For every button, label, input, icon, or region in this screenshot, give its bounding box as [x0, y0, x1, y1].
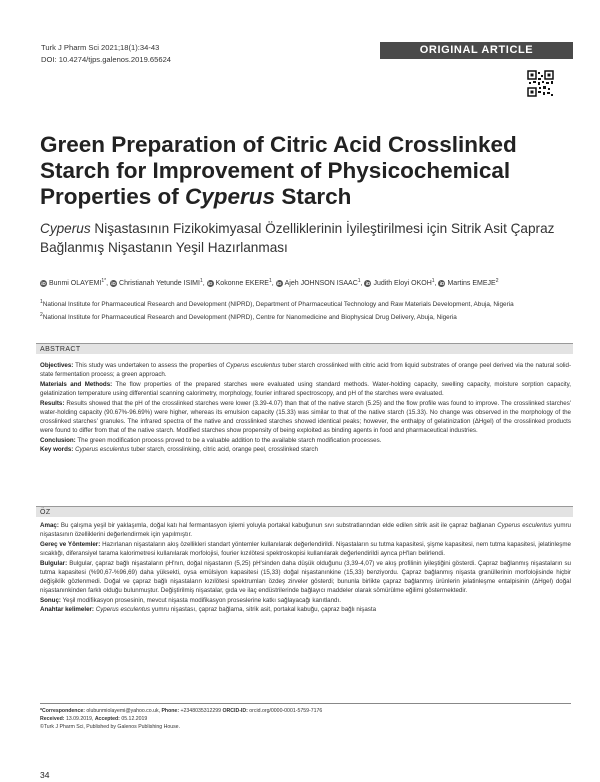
oz-gerec: Gereç ve Yöntemler: Hazırlanan nişastaların akış özellikleri standart yöntemler kullanılarak değerlendirildi. Nişastaların su tutma kapasitesi, şişme kapasitesi, nem tutma kapasitesi, jelatinleşme sıcaklığı, diferansiyel tarama kalorimetresi kullanılarak morfolojisi, fourier kızılötesi spektroskopisi kullanılarak değerlendirildi ayrıca pH'ları belirlendi.: [40, 540, 571, 557]
orcid-link[interactable]: orcid.org/0000-0001-5759-7176: [247, 708, 323, 714]
abstract-methods: Materials and Methods: The flow properties of the prepared starches were evaluated using standard methods. Water-holding capacity, swelling capacity, moisture sorption capacity, gelatinization temperature using differential scanning calorimetry, morphology, fourier infrared spectroscopy, and pH of the starches were evaluated.: [40, 380, 571, 397]
correspondence-email[interactable]: olubunmiolayemi@yahoo.co.uk,: [84, 708, 162, 714]
abstract-conclusion: Conclusion: The green modification process proved to be a valuable addition to the available starch modification processes.: [40, 436, 382, 444]
turkish-title: [40, 219, 570, 257]
oz-bulgular: Bulgular: Bulgular, çapraz bağlı nişastaların pH'nın, doğal nişastanın (5,25) pH'sinden daha düşük olduğunu (3,39-4,07) ve akış profilinin iyileştiğini gösterdi. Çapraz bağlanmış nişastaların su tutma kapasitesi (%90,67-%96,69) daha yüksekti, oysa emülsiyon kapasitesi (15,33) doğal nişastanınkine (15,33) benziyordu. Çapraz bağlanmış nişasta granüllerinin morfolojisinde hiçbir değişiklik gözlenmedi. Doğal ve çapraz bağlı nişastaların kızılötesi spektrumları özdeş zirveler gösterdi; bununla birlikte çapraz bağlanmış ürünlerin jelatinleşme entalpisinin (ΔHgel) doğal nişastanınkinden farklı olduğu bulunmuştur. Değiştirilmiş nişastalar, gıda ve ilaç endüstrilerinde bağlayıcı maddeler olarak sömürülme eğilimi göstermektedir.: [40, 559, 571, 595]
abstract-body: [40, 361, 571, 455]
abstract-results: Results: Results showed that the pH of the crosslinked starches were lower (3.39-4.07) than that of the native starch (5.25) and the flow profile was found to improve. The crosslinked starches' water-holding capacity (90.67%-96.69%) were higher, whereas its emulsion capacity (15.33) was similar to that of the native starch (15.33). No change was observed in the morphology of the crosslinked starches' granules. The infrared spectra of the native and crosslinked starches showed identical peaks; however, the enthalpy of gelatinization (ΔHgel) of the crosslinked products were found to differ from that of the native starch. Modified starches show propensity of being exploited as binding agents in food and pharmaceutical industries.: [40, 399, 571, 435]
oz-heading: ÖZ: [36, 506, 573, 517]
orcid-icon[interactable]: iD: [365, 281, 371, 286]
qr-code-icon[interactable]: [527, 70, 554, 97]
orcid-icon[interactable]: iD: [439, 281, 445, 286]
oz-anahtar: Anahtar kelimeler: Cyperus esculentus yumru nişastası, çapraz bağlama, sitrik asit, portakal kabuğu, çapraz bağlı nişasta: [40, 606, 377, 614]
correspondence: *Correspondence: olubunmiolayemi@yahoo.co.uk, Phone: +2348035312299 ORCID-ID: orcid.org/0000-0001-5759-7176: [40, 708, 323, 714]
author[interactable]: iD Judith Eloyi OKOH$^1$,: [365, 278, 439, 287]
abstract-keywords: Key words: Cyperus esculentus tuber starch, crosslinking, citric acid, orange peel, crosslinked starch: [40, 446, 318, 454]
author-list: [40, 276, 570, 289]
author[interactable]: iD Kokonne EKERE$^1$,: [207, 278, 276, 287]
title-italic-genus: Cyperus: [185, 184, 276, 209]
author[interactable]: iD Martins EMEJE$^2$: [439, 278, 499, 287]
footnote: [40, 703, 571, 732]
orcid-icon[interactable]: iD: [207, 281, 213, 286]
article-type-badge: ORIGINAL ARTICLE: [380, 42, 573, 59]
turkish-title-genus: Cyperus: [40, 221, 91, 236]
affiliation: $^2$National Institute for Pharmaceutical Research and Development (NIPRD), Centre for Nanomedicine and Biophysical Drug Delivery, Abuja, Nigeria: [40, 312, 457, 321]
title-line-3: Properties of: [40, 184, 186, 209]
oz-sonuc: Sonuç: Yeşil modifikasyon prosesinin, mevcut nişasta modifikasyon proseslerine katkı sağlayacağı kanıtlandı.: [40, 596, 341, 604]
title-line-2: Starch for Improvement of Physicochemical: [40, 158, 511, 183]
dates: Received: 13.09.2019, Accepted: 05.12.2019: [40, 716, 148, 723]
title-line-1: Green Preparation of Citric Acid Crosslinked: [40, 132, 517, 157]
turkish-title-text: Nişastasının Fizikokimyasal Özelliklerinin İyileştirilmesi için Sitrik Asit Çapraz Bağlanmış Nişastanın Yeşil Hazırlanması: [40, 221, 555, 255]
article-title: [40, 132, 540, 210]
orcid-icon[interactable]: iD: [276, 281, 282, 286]
doi[interactable]: DOI: 10.4274/tjps.galenos.2019.65624: [41, 55, 172, 64]
journal-reference: Turk J Pharm Sci 2021;18(1):34-43: [41, 43, 160, 52]
page-number: 34: [40, 770, 50, 780]
abstract-objectives: Objectives: This study was undertaken to assess the properties of Cyperus esculentus tuber starch crosslinked with citric acid from liquid substrates of orange peel derived via the natural solid- state fermentation process; a green approach.: [40, 362, 572, 379]
affiliation: $^1$National Institute for Pharmaceutical Research and Development (NIPRD), Department of Pharmaceutical Technology and Raw Materials Development, Abuja, Nigeria: [40, 299, 514, 308]
oz-amac: Amaç: Bu çalışma yeşil bir yaklaşımla, doğal katı hal fermantasyon işlemi yoluyla portakal kabuğunun sıvı substratlarından elde edilen sitrik asit ile çapraz bağlanan Cyperus esculentus yumru nişastasının özelliklerini değerlendirmek için yapılmıştır.: [40, 522, 571, 539]
author[interactable]: iD Ajeh JOHNSON ISAAC$^1$,: [276, 278, 365, 287]
title-line-3-end: Starch: [275, 184, 352, 209]
oz-body: [40, 521, 571, 615]
author[interactable]: iD Bunmi $OLAYEMI^{1*}$,: [41, 278, 111, 287]
orcid-icon[interactable]: iD: [41, 281, 46, 286]
orcid-icon[interactable]: iD: [111, 281, 116, 286]
abstract-heading: ABSTRACT: [36, 343, 573, 354]
author[interactable]: iD Christianah Yetunde ISIMI$^1$,: [111, 278, 207, 287]
journal-citation: [41, 42, 171, 66]
affiliations: [40, 297, 570, 323]
copyright: ©Turk J Pharm Sci, Published by Galenos Publishing House.: [40, 724, 181, 731]
